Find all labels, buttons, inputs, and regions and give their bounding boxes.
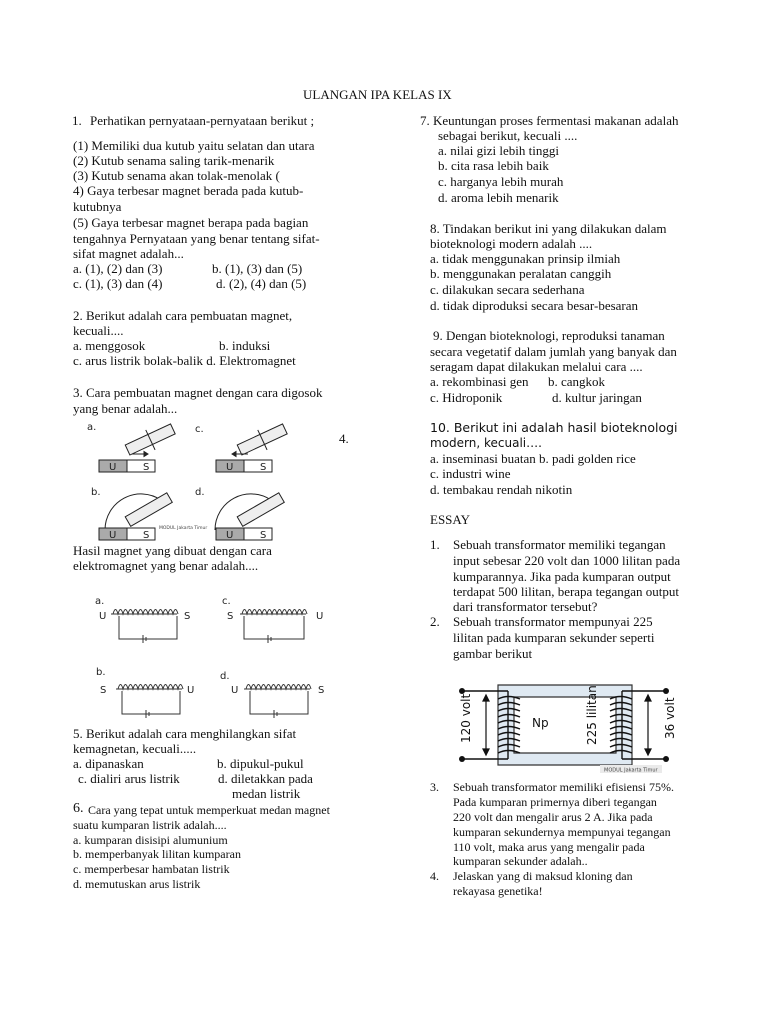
q1-option-d: d. (2), (4) dan (5): [216, 276, 307, 291]
essay-3-text: Sebuah transformator memiliki efisiensi 75%.: [453, 780, 674, 794]
q6-number: 6.: [73, 801, 84, 816]
essay-1-text: kumparannya. Jika pada kumparan output: [453, 569, 671, 584]
essay-3-text: Pada kumparan primernya diberi tegangan: [453, 795, 657, 809]
q8-option-a: a. tidak menggunakan prinsip ilmiah: [430, 251, 621, 266]
q1-statement: (5) Gaya terbesar magnet berapa pada bagian: [73, 215, 309, 230]
rubbing-label-d: d.: [195, 487, 205, 498]
q5-option-b: b. dipukul-pukul: [217, 756, 304, 771]
q1-statement: sifat magnet adalah...: [73, 246, 184, 261]
q9-option-b: b. cangkok: [548, 374, 606, 389]
q9-stem: 9. Dengan bioteknologi, reproduksi tanaman: [433, 328, 665, 343]
q6-stem: Cara yang tepat untuk memperkuat medan magnet: [88, 803, 330, 817]
essay-3-number: 3.: [430, 780, 439, 794]
q1-option-a: a. (1), (2) dan (3): [73, 261, 163, 276]
q3-stem: 3. Cara pembuatan magnet dengan cara digosok: [73, 385, 323, 400]
secondary-turns-label: 225 lilitan: [585, 685, 599, 745]
pole-u: U: [226, 462, 234, 473]
q7-option-b: b. cita rasa lebih baik: [438, 158, 549, 173]
essay-3-text: kumparan sekunder adalah..: [453, 854, 588, 868]
essay-4-text: rekayasa genetika!: [453, 884, 543, 898]
pole-u: U: [109, 530, 117, 541]
pole-u: U: [109, 462, 117, 473]
q1-option-b: b. (1), (3) dan (5): [212, 261, 303, 276]
coil-option-c: [240, 610, 307, 644]
q2-stem: kecuali....: [73, 323, 124, 338]
pole-s: S: [260, 530, 267, 541]
q9-option-d: d. kultur jaringan: [552, 390, 642, 405]
q5-stem: kemagnetan, kecuali.....: [73, 741, 197, 756]
coil-option-b: [116, 685, 183, 719]
rubbing-label-a: a.: [87, 422, 97, 433]
q6-option-a: a. kumparan disisipi alumunium: [73, 833, 228, 847]
pole-s: S: [227, 611, 234, 622]
essay-1-text: input sebesar 220 volt dan 1000 lilitan pada: [453, 553, 681, 568]
q10-option-d: d. tembakau rendah nikotin: [430, 482, 573, 497]
essay-1-text: terdapat 500 lilitan, berapa tegangan output: [453, 584, 679, 599]
q2-stem: 2. Berikut adalah cara pembuatan magnet,: [73, 308, 293, 323]
essay-3-text: 220 volt dan mengalir arus 2 A. Jika pada: [453, 810, 653, 824]
essay-1-number: 1.: [430, 537, 440, 552]
essay-2-text: gambar berikut: [453, 646, 533, 661]
pole-u: U: [99, 611, 107, 622]
essay-4-text: Jelaskan yang di maksud kloning dan: [453, 869, 633, 883]
q1-statement: kutubnya: [73, 199, 122, 214]
essay-3-text: 110 volt, maka arus yang mengalir pada: [453, 840, 645, 854]
q7-option-a: a. nilai gizi lebih tinggi: [438, 143, 559, 158]
q9-stem: seragam dapat dilakukan melalui cara ....: [430, 359, 643, 374]
pole-s: S: [318, 685, 325, 696]
q1-number: 1.: [72, 113, 82, 128]
coil-label-c: c.: [222, 596, 231, 607]
essay-2-text: Sebuah transformator mempunyai 225: [453, 614, 653, 629]
primary-coil-label: Np: [532, 716, 549, 730]
rubbing-label-c: c.: [195, 424, 204, 435]
pole-s: S: [143, 530, 150, 541]
q1-statement: (3) Kutub senama akan tolak-menolak (: [73, 168, 280, 183]
coil-label-a: a.: [95, 596, 105, 607]
pole-u: U: [231, 685, 239, 696]
essay-2-number: 2.: [430, 614, 440, 629]
q8-stem: 8. Tindakan berikut ini yang dilakukan dalam: [430, 221, 667, 236]
q8-option-c: c. dilakukan secara sederhana: [430, 282, 585, 297]
q9-option-a: a. rekombinasi gen: [430, 374, 529, 389]
coil-option-d: [244, 685, 311, 719]
q8-option-d: d. tidak diproduksi secara besar-besaran: [430, 298, 639, 313]
magnet-rubbing-figure: [85, 420, 285, 544]
q9-stem: secara vegetatif dalam jumlah yang banyak dan: [430, 344, 677, 359]
q8-stem: bioteknologi modern adalah ....: [430, 236, 593, 251]
essay-1-text: Sebuah transformator memiliki tegangan: [453, 537, 666, 552]
q6-stem: suatu kumparan listrik adalah....: [73, 818, 227, 832]
q1-stem: Perhatikan pernyataan-pernyataan berikut ;: [90, 113, 315, 128]
q5-stem: 5. Berikut adalah cara menghilangkan sifat: [73, 726, 297, 741]
q1-option-c: c. (1), (3) dan (4): [73, 276, 163, 291]
pole-u: U: [226, 530, 234, 541]
q5-option-d: d. diletakkan pada: [218, 771, 313, 786]
pole-s: S: [100, 685, 107, 696]
essay-4-number: 4.: [430, 869, 439, 883]
q8-option-b: b. menggunakan peralatan canggih: [430, 266, 612, 281]
rubbing-label-b: b.: [91, 487, 101, 498]
stamp-watermark: MODUL Jakarta Timur: [159, 526, 208, 531]
q10-stem: modern, kecuali….: [430, 436, 542, 450]
transformer-figure: [452, 673, 700, 777]
q4-number: 4.: [339, 431, 349, 446]
q10-option-ab: a. inseminasi buatan b. padi golden rice: [430, 451, 636, 466]
q5-option-d: medan listrik: [232, 786, 301, 801]
q5-option-c: c. dialiri arus listrik: [78, 771, 180, 786]
q7-stem: 7. Keuntungan proses fermentasi makanan adalah: [420, 113, 679, 128]
q10-stem: 10. Berikut ini adalah hasil bioteknologi: [430, 420, 678, 435]
q9-option-c: c. Hidroponik: [430, 390, 503, 405]
pole-s: S: [260, 462, 267, 473]
pole-s: S: [184, 611, 191, 622]
coil-label-d: d.: [220, 671, 230, 682]
q2-option-cd: c. arus listrik bolak-balik d. Elektromagnet: [73, 353, 296, 368]
q7-option-c: c. harganya lebih murah: [438, 174, 564, 189]
q7-stem: sebagai berikut, kecuali ....: [438, 128, 578, 143]
pole-u: U: [316, 611, 324, 622]
essay-heading: ESSAY: [430, 512, 470, 527]
q6-option-b: b. memperbanyak lilitan kumparan: [73, 847, 241, 861]
essay-1-text: dari transformator tersebut?: [453, 599, 598, 614]
voltage-output-label: 36 volt: [663, 697, 677, 739]
q4-stem: elektromagnet yang benar adalah....: [73, 558, 259, 573]
q7-option-d: d. aroma lebih menarik: [438, 190, 559, 205]
q6-option-c: c. memperbesar hambatan listrik: [73, 862, 230, 876]
q1-statement: (2) Kutub senama saling tarik-menarik: [73, 153, 275, 168]
q10-option-c: c. industri wine: [430, 466, 511, 481]
electromagnet-figure: [92, 592, 342, 722]
coil-label-b: b.: [96, 667, 106, 678]
page-title: ULANGAN IPA KELAS IX: [303, 87, 452, 102]
voltage-input-label: 120 volt: [459, 693, 473, 743]
q1-statement: tengahnya Pernyataan yang benar tentang sifat-: [73, 231, 320, 246]
coil-option-a: [111, 610, 178, 644]
q2-option-a: a. menggosok: [73, 338, 146, 353]
essay-3-text: kumparan sekundernya mempunyai tegangan: [453, 825, 671, 839]
essay-2-text: lilitan pada kumparan sekunder seperti: [453, 630, 655, 645]
q2-option-b: b. induksi: [219, 338, 271, 353]
pole-u: U: [187, 685, 195, 696]
q4-stem: Hasil magnet yang dibuat dengan cara: [73, 543, 272, 558]
q1-statement: (1) Memiliki dua kutub yaitu selatan dan utara: [73, 138, 315, 153]
q5-option-a: a. dipanaskan: [73, 756, 144, 771]
q3-stem: yang benar adalah...: [73, 401, 178, 416]
q1-statement: 4) Gaya terbesar magnet berada pada kutub-: [73, 183, 304, 198]
stamp-watermark: MODUL Jakarta Timur: [604, 767, 658, 774]
q6-option-d: d. memutuskan arus listrik: [73, 877, 201, 891]
pole-s: S: [143, 462, 150, 473]
